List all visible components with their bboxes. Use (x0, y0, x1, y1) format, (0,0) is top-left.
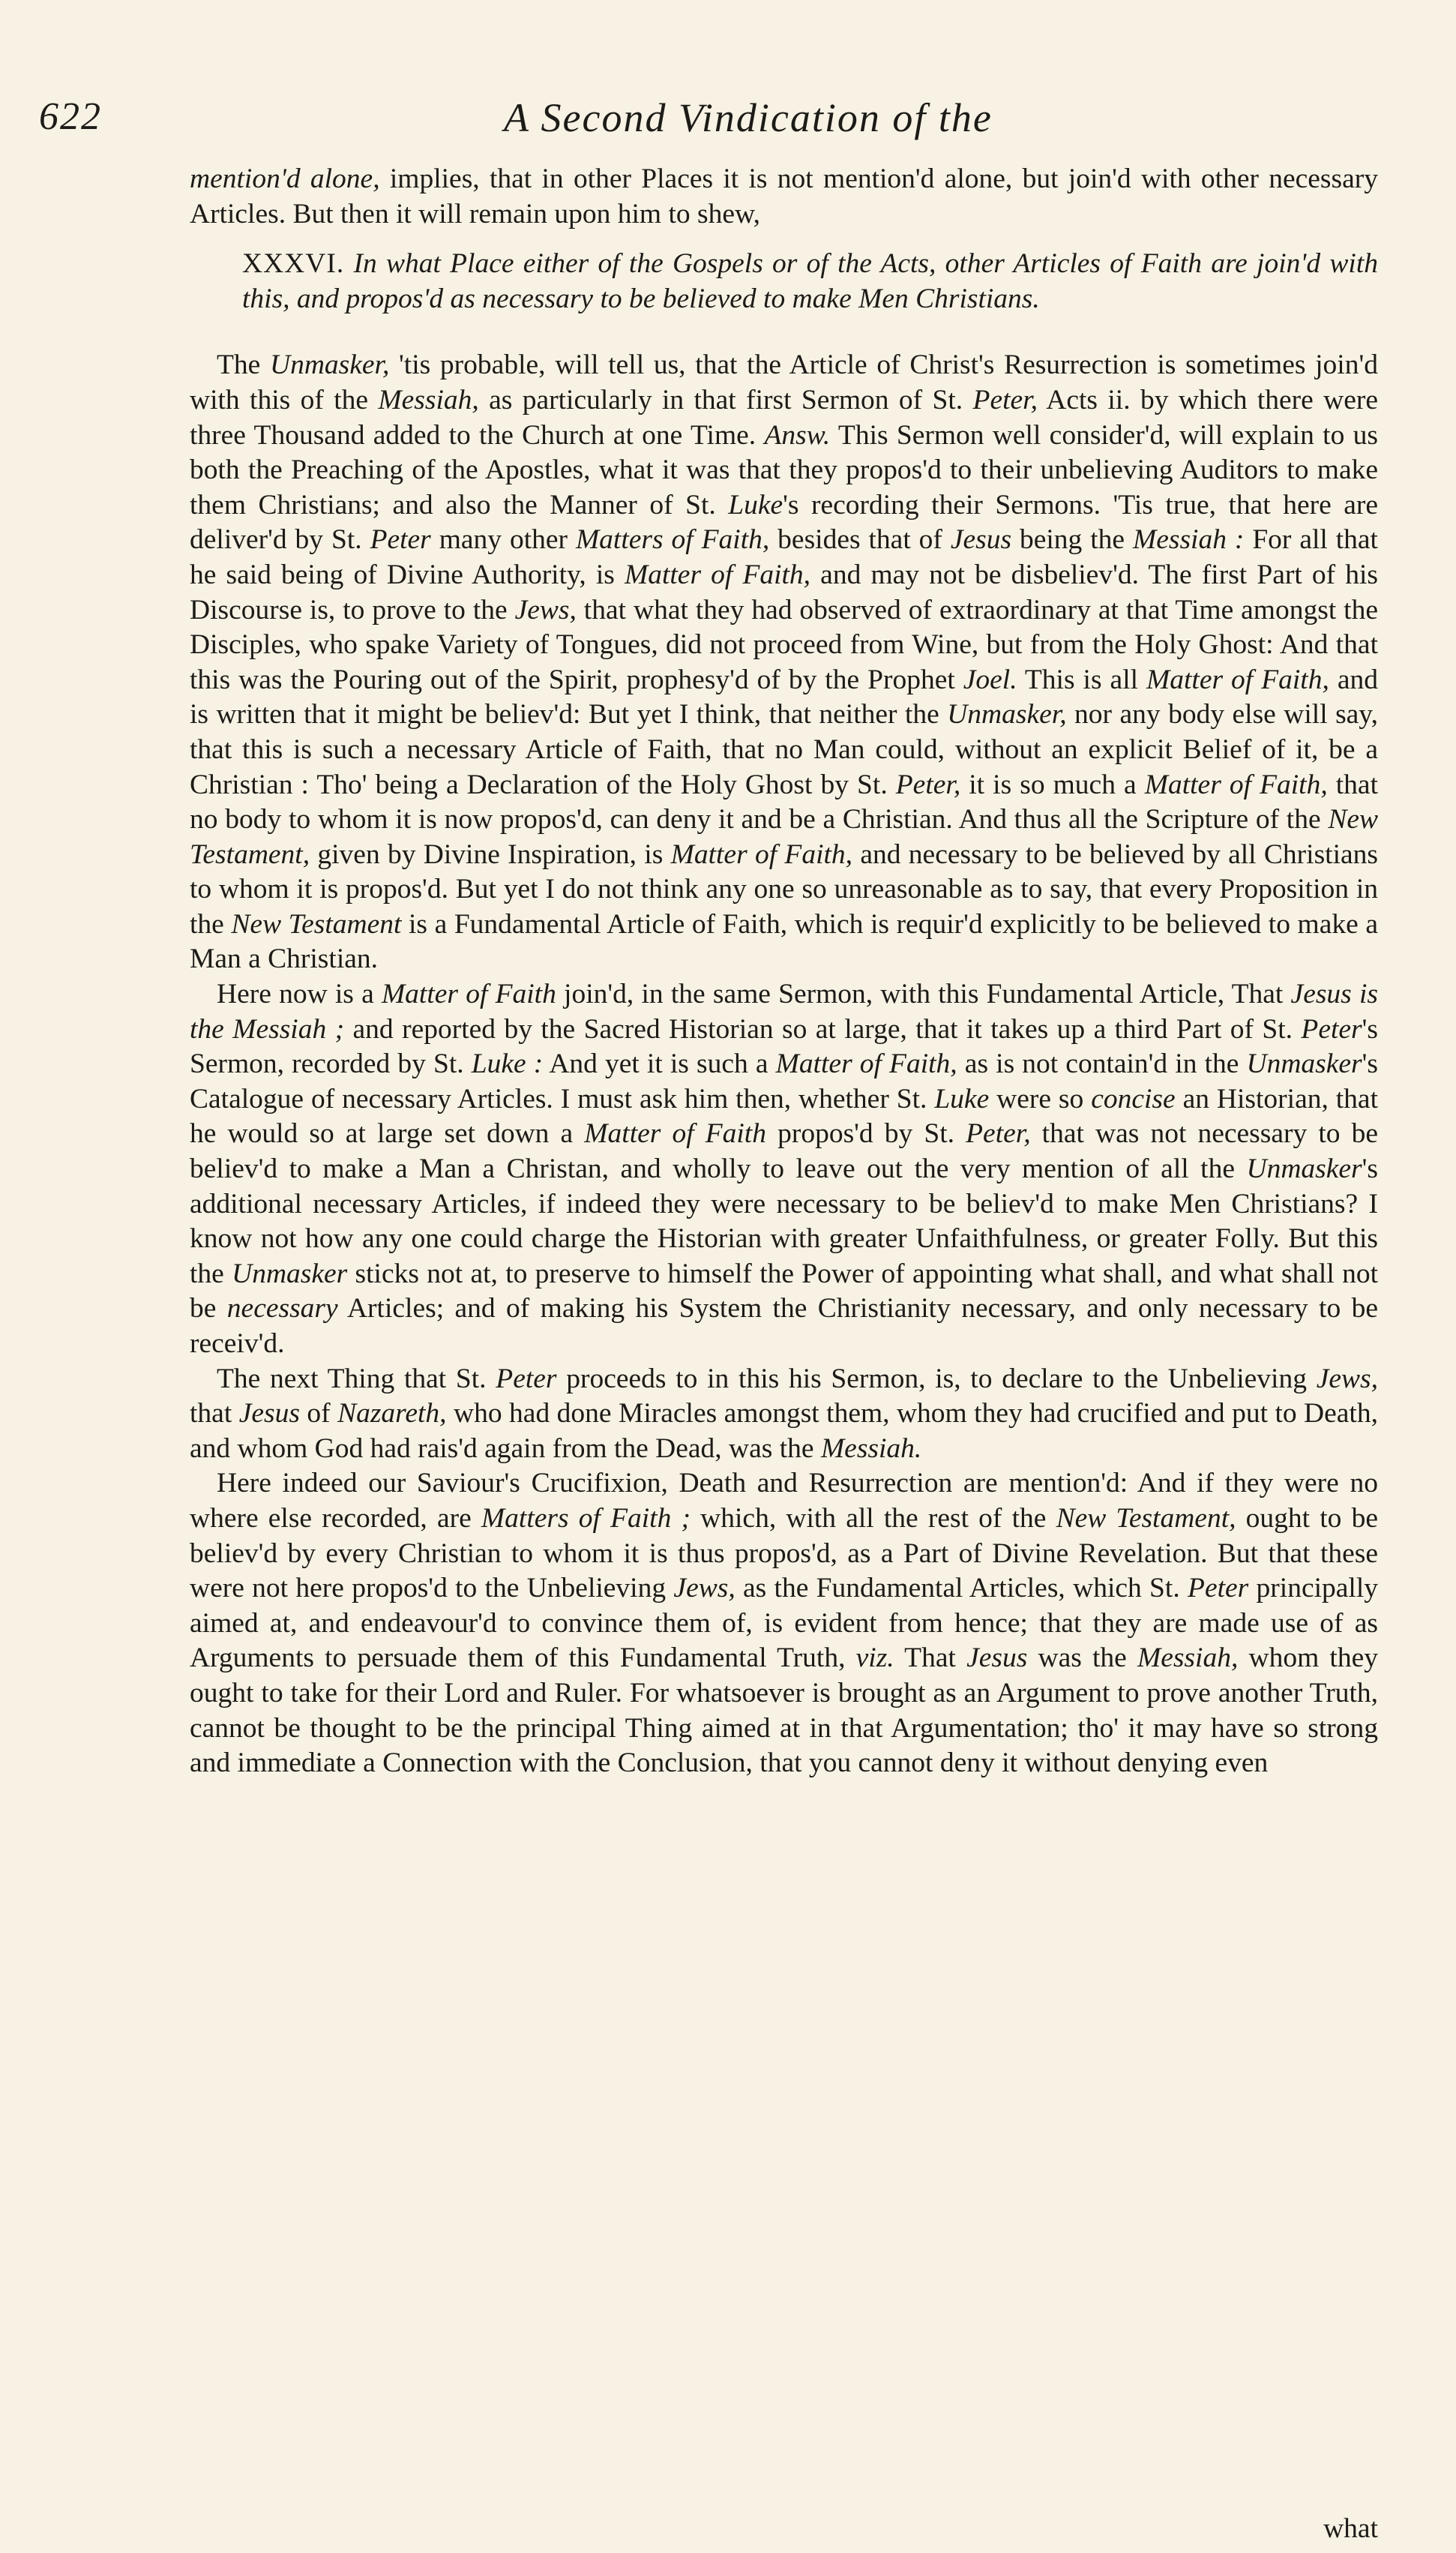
paragraph: The Unmasker, 'tis probable, will tell us, that the Article of Christ's Resurrection is sometimes join'd with this of the Messiah, as particularly in that first Sermon of St. Peter, Acts ii. by which there were three Thousand added to the Church at one Time. Answ. This Sermon well consider'd, will explain to us both the Preaching of the Apostles, what it was that they propos'd to their unbelieving Auditors to make them Christians; and also the Manner of St. Luke's recording their Sermons. 'Tis true, that here are deliver'd by St. Peter many other Matters of Faith, besides that of Jesus being the Messiah : For all that he said being of Divine Authority, is Matter of Faith, and may not be disbeliev'd. The first Part of his Discourse is, to prove to the Jews, that what they had observed of extraordinary at that Time amongst the Disciples, who spake Variety of Tongues, did not proceed from Wine, but from the Holy Ghost: And that this was the Pouring out of the Spirit, prophesy'd of by the Prophet Joel. This is all Matter of Faith, and is written that it might be believ'd: But yet I think, that neither the Unmasker, nor any body else will say, that this is such a necessary Article of Faith, that no Man could, without an explicit Belief of it, be a Christian : Tho' being a Declaration of the Holy Ghost by St. Peter, it is so much a Matter of Faith, that no body to whom it is now propos'd, can deny it and be a Christian. And thus all the Scripture of the New Testament, given by Divine Inspiration, is Matter of Faith, and necessary to be believed by all Christians to whom it is propos'd. But yet I do not think any one so unreasonable as to say, that every Proposition in the New Testament is a Fundamental Article of Faith, which is requir'd explicitly to be believed to make a Man a Christian. (190, 350, 1379, 975)
italic-text: mention'd alone, (190, 164, 380, 194)
italic-text: Peter (1188, 1573, 1249, 1604)
italic-text: Matter of Faith (584, 1118, 766, 1150)
italic-text: Unmasker, (947, 699, 1067, 730)
italic-text: Matters of Faith, (575, 524, 770, 556)
italic-text: Matter of Faith (381, 979, 556, 1010)
italic-text: Matter of Faith, (670, 838, 853, 870)
italic-text: Answ. (764, 419, 831, 451)
italic-text: Matter of Faith, (624, 559, 811, 590)
paragraph: mention'd alone, implies, that in other Places it is not mention'd alone, but join'd with other necessary Articles. But then it will remain upon him to shew, (190, 164, 1379, 230)
italic-text: New Testament (231, 908, 402, 940)
italic-text: Jesus is the Messiah ; (190, 979, 1378, 1045)
italic-text: Matter of Faith, (1146, 664, 1329, 695)
italic-text: necessary (226, 1293, 338, 1324)
page-number: 622 (39, 95, 102, 138)
italic-text: Nazareth, (337, 1398, 447, 1430)
italic-text: Jews, (673, 1573, 735, 1604)
italic-text: Luke : (471, 1048, 544, 1080)
italic-text: Peter (370, 524, 431, 556)
italic-text: Jesus (966, 1642, 1028, 1674)
body-text (190, 162, 1378, 1781)
italic-text: Unmasker (232, 1258, 348, 1289)
italic-text: Peter, (966, 1118, 1031, 1150)
italic-text: Jews, (514, 594, 577, 626)
italic-text: Messiah : (1132, 524, 1245, 556)
italic-text: Messiah, (378, 384, 479, 416)
query-text: In what Place either of the Gospels or of the Acts, other Articles of Faith are join'd with this, and propos'd as necessary to be believed to make Men Christians. (242, 248, 1379, 314)
italic-text: Jews, (1316, 1363, 1378, 1394)
italic-text: Peter (496, 1363, 557, 1394)
italic-text: Matter of Faith, (775, 1048, 957, 1080)
italic-text: Jesus (238, 1398, 300, 1430)
italic-text: Unmasker, (270, 350, 390, 381)
italic-text: Unmasker (1246, 1048, 1362, 1080)
italic-text: Peter (1301, 1013, 1362, 1045)
italic-text: Jesus (950, 524, 1012, 556)
italic-text: Luke (934, 1083, 990, 1114)
query-number: XXXVI. (242, 248, 345, 280)
italic-text: Matter of Faith, (1144, 769, 1328, 800)
italic-text: New Testament, (1056, 1502, 1236, 1534)
paragraph: Here indeed our Saviour's Crucifixion, Death and Resurrection are mention'd: And if they were no where else recorded, are Matters of Faith ; which, with all the rest of the New Testament, ought to be believ'd by every Christian to whom it is thus propos'd, as a Part of Divine Revelation. But that these were not here propos'd to the Unbelieving Jews, as the Fundamental Articles, which St. Peter principally aimed at, and endeavour'd to convince them of, is evident from hence; that they are made use of as Arguments to persuade them of this Fundamental Truth, viz. That Jesus was the Messiah, whom they ought to take for their Lord and Ruler. For whatsoever is brought as an Argument to prove another Truth, cannot be thought to be the principal Thing aimed at in that Argumentation; tho' it may have so strong and immediate a Connection with the Conclusion, that you cannot deny it without denying even (190, 1468, 1379, 1779)
page-header (39, 88, 1411, 148)
catchword: what (1323, 2513, 1378, 2544)
italic-text: Messiah, (1137, 1642, 1239, 1674)
italic-text: Matters of Faith ; (481, 1502, 691, 1534)
italic-text: Peter, (895, 769, 961, 800)
query-heading (190, 247, 1378, 316)
italic-text: Messiah. (820, 1432, 922, 1464)
running-title: A Second Vindication of the (504, 95, 993, 140)
italic-text: Unmasker (1246, 1154, 1362, 1185)
italic-text: viz. (855, 1642, 894, 1674)
italic-text: Luke (728, 489, 783, 520)
italic-text: concise (1091, 1083, 1176, 1114)
paragraph: Here now is a Matter of Faith join'd, in the same Sermon, with this Fundamental Article, That Jesus is the Messiah ; and reported by the Sacred Historian so at large, that it takes up a third Part of St. Peter's Sermon, recorded by St. Luke : And yet it is such a Matter of Faith, as is not contain'd in the Unmasker's Catalogue of necessary Articles. I must ask him then, whether St. Luke were so concise an Historian, that he would so at large set down a Matter of Faith propos'd by St. Peter, that was not necessary to be believ'd to make a Man a Christan, and wholly to leave out the very mention of all the Unmasker's additional necessary Articles, if indeed they were necessary to be believ'd to make Men Christians? I know not how any one could charge the Historian with greater Unfaithfulness, or greater Folly. But this the Unmasker sticks not at, to preserve to himself the Power of appointing what shall, and what shall not be necessary Articles; and of making his System the Christianity necessary, and only necessary to be receiv'd. (190, 979, 1378, 1359)
italic-text: New Testament, (190, 804, 1378, 870)
italic-text: Peter, (972, 384, 1038, 416)
italic-text: Joel. (963, 664, 1017, 695)
paragraph: The next Thing that St. Peter proceeds to in this his Sermon, is, to declare to the Unbelieving Jews, that Jesus of Nazareth, who had done Miracles amongst them, whom they had crucified and put to Death, and whom God had rais'd again from the Dead, was the Messiah. (190, 1363, 1378, 1464)
